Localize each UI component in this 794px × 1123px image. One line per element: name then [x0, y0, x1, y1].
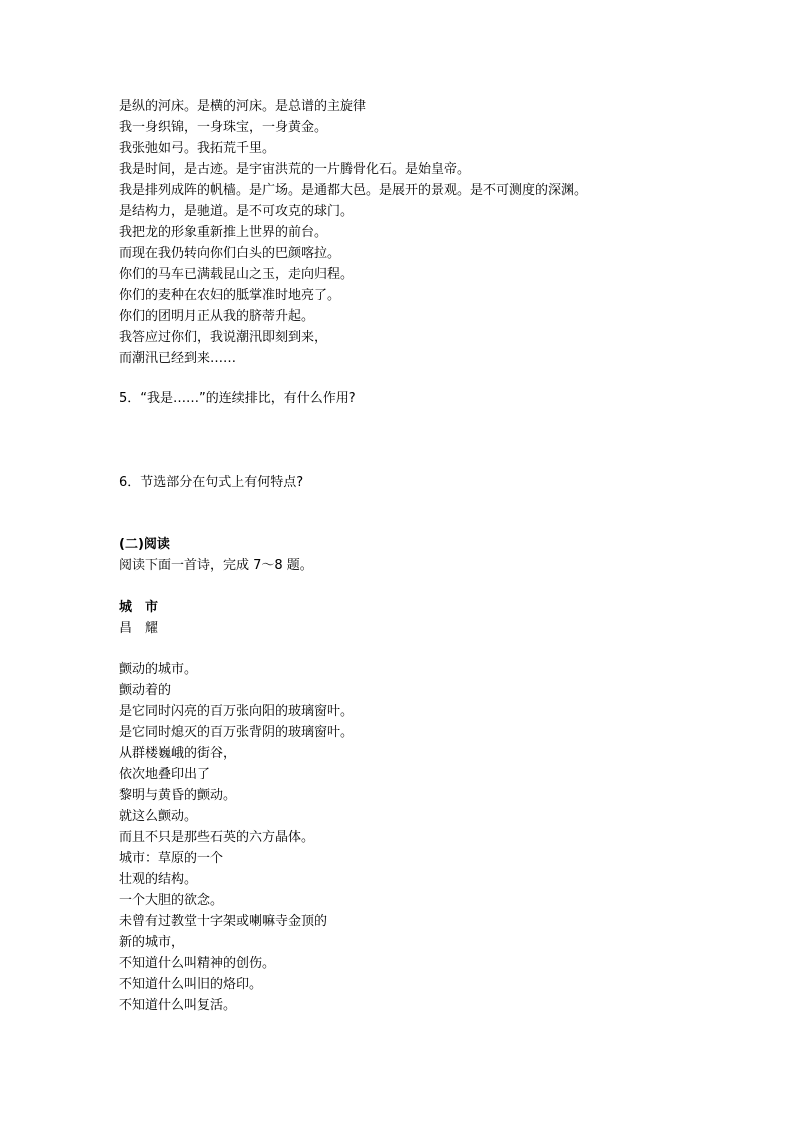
poem-line: 新的城市，	[119, 935, 185, 950]
poem-line: 不知道什么叫旧的烙印。	[119, 977, 263, 992]
poem-line: 城市：草原的一个	[119, 851, 224, 866]
poem-line: 颤动的城市。	[119, 662, 198, 677]
poem-line: 是它同时熄灭的百万张背阴的玻璃窗叶。	[119, 725, 354, 740]
poem-line: 是它同时闪亮的百万张向阳的玻璃窗叶。	[119, 704, 354, 719]
question-6: 6．节选部分在句式上有何特点?	[119, 475, 304, 490]
passage-line: 而现在我仍转向你们白头的巴颜喀拉。	[119, 246, 341, 261]
poem-line: 一个大胆的欲念。	[119, 893, 224, 908]
poem-title: 城 市	[119, 600, 159, 615]
passage-line: 我把龙的形象重新推上世界的前台。	[119, 225, 328, 240]
passage-line: 是纵的河床。是横的河床。是总谱的主旋律	[119, 99, 367, 114]
poem-line: 从群楼巍峨的街谷，	[119, 746, 237, 761]
poem-line: 壮观的结构。	[119, 872, 198, 887]
passage-line: 我张弛如弓。我拓荒千里。	[119, 141, 276, 156]
poem-line: 颤动着的	[119, 683, 172, 698]
section-instruction: 阅读下面一首诗，完成 7～8 题。	[119, 558, 313, 573]
poem-line: 就这么颤动。	[119, 809, 198, 824]
poem-author: 昌 耀	[119, 621, 159, 636]
passage-line: 你们的麦种在农妇的胝掌准时地亮了。	[119, 288, 341, 303]
section-heading: (二)阅读	[119, 537, 170, 552]
passage-line: 我是排列成阵的帆樯。是广场。是通都大邑。是展开的景观。是不可测度的深渊。	[119, 183, 588, 198]
poem-line: 依次地叠印出了	[119, 767, 211, 782]
poem-line: 不知道什么叫精神的创伤。	[119, 956, 276, 971]
poem-line: 而且不只是那些石英的六方晶体。	[119, 830, 315, 845]
passage-line: 我一身织锦，一身珠宝，一身黄金。	[119, 120, 328, 135]
passage-line: 你们的团明月正从我的脐蒂升起。	[119, 309, 315, 324]
poem-line: 未曾有过教堂十字架或喇嘛寺金顶的	[119, 914, 328, 929]
question-5: 5．“我是……”的连续排比，有什么作用?	[119, 391, 356, 406]
poem-line: 不知道什么叫复活。	[119, 998, 237, 1013]
passage-line: 是结构力，是驰道。是不可攻克的球门。	[119, 204, 354, 219]
poem-line: 黎明与黄昏的颤动。	[119, 788, 237, 803]
passage-line: 而潮汛已经到来……	[119, 351, 237, 366]
passage-line: 你们的马车已满载昆山之玉，走向归程。	[119, 267, 354, 282]
passage-line: 我是时间，是古迹。是宇宙洪荒的一片腾骨化石。是始皇帝。	[119, 162, 471, 177]
passage-line: 我答应过你们，我说潮汛即刻到来，	[119, 330, 328, 345]
